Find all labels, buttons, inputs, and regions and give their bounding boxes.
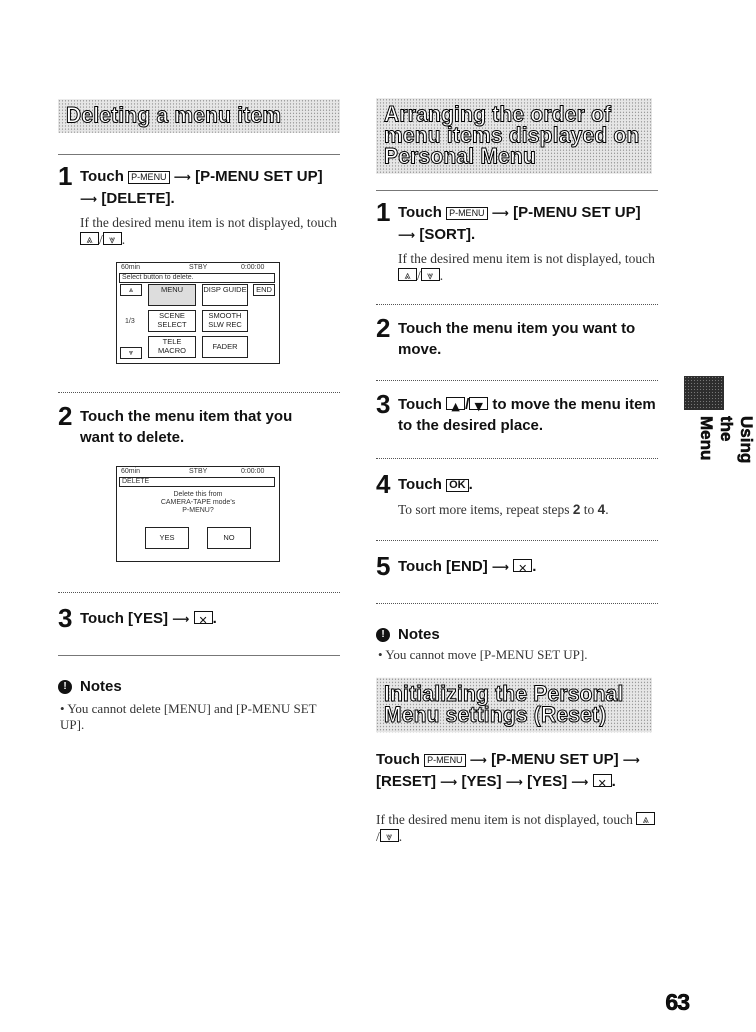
note-text: to bbox=[583, 502, 595, 517]
scroll-down-icon: ⩔ bbox=[421, 268, 440, 281]
step-3: 3 Touch [YES] ⟶ ✕ . bbox=[58, 603, 217, 633]
divider bbox=[376, 190, 658, 191]
lcd-screen-menu bbox=[116, 262, 280, 364]
right-column bbox=[376, 98, 658, 845]
dialog-message: P-MENU? bbox=[182, 507, 214, 514]
step-text: [P-MENU SET UP] bbox=[195, 168, 323, 185]
step-4: 4 Touch OK . bbox=[376, 469, 473, 499]
p-menu-key: P-MENU bbox=[446, 207, 488, 220]
timecode: 0:00:00 bbox=[241, 264, 265, 271]
scroll-down-button[interactable]: ⩔ bbox=[120, 347, 142, 359]
arrow-icon: ⟶ bbox=[491, 560, 510, 574]
step-1 bbox=[376, 199, 658, 246]
arrow-icon: ⟶ bbox=[80, 192, 98, 206]
arrow-icon: ⟶ bbox=[505, 775, 523, 789]
note-text: If the desired menu item is not displayed, touch bbox=[80, 215, 337, 230]
scroll-up-button[interactable]: ⩓ bbox=[120, 284, 142, 296]
scroll-down-icon: ⩔ bbox=[103, 232, 122, 245]
step-number: 3 bbox=[58, 603, 73, 633]
step-text: Touch the menu item you want to move. bbox=[398, 320, 636, 358]
battery-status: 60min bbox=[121, 468, 141, 475]
notes-heading bbox=[58, 678, 340, 695]
screen-1-wrapper bbox=[58, 262, 340, 370]
battery-status: 60min bbox=[121, 264, 141, 271]
side-tab-block bbox=[684, 376, 724, 410]
step-text: [RESET] bbox=[376, 773, 436, 790]
notes-heading bbox=[376, 626, 658, 643]
disp-guide-button[interactable]: DISP GUIDE bbox=[202, 284, 248, 306]
scroll-up-icon: ⩓ bbox=[398, 268, 417, 281]
note-item: • You cannot move [P-MENU SET UP]. bbox=[378, 647, 588, 662]
divider bbox=[58, 592, 340, 593]
step-1-note: If the desired menu item is not displayed, touch ⩓ / ⩔ . bbox=[80, 215, 337, 247]
step-text: to move the menu item to the desired place. bbox=[398, 396, 656, 434]
step-number: 2 bbox=[376, 313, 391, 343]
menu-button[interactable]: MENU bbox=[148, 284, 196, 306]
divider bbox=[376, 458, 658, 459]
step-ref: 2 bbox=[572, 502, 581, 517]
page-number: 63 bbox=[665, 989, 689, 1015]
scroll-down-icon: ⩔ bbox=[380, 829, 399, 842]
divider bbox=[376, 540, 658, 541]
reset-note: If the desired menu item is not displayed, touch ⩓ / ⩔ . bbox=[376, 811, 658, 845]
step-text: Touch [YES] bbox=[80, 610, 169, 627]
note-item: • You cannot delete [MENU] and [P-MENU SET UP]. bbox=[60, 701, 317, 732]
section-heading-reset: Initializing the Personal Menu settings (Reset) bbox=[376, 678, 652, 733]
section-heading-arrange: Arranging the order of menu items displayed on Personal Menu bbox=[376, 98, 652, 174]
divider bbox=[58, 154, 340, 155]
note-text: If the desired menu item is not displayed, touch bbox=[376, 812, 633, 827]
close-icon: ✕ bbox=[513, 559, 532, 572]
arrow-icon: ⟶ bbox=[491, 206, 509, 220]
step-ref: 4 bbox=[597, 502, 606, 517]
note-text: If the desired menu item is not displayed, touch bbox=[398, 251, 655, 266]
scroll-up-icon: ⩓ bbox=[80, 232, 99, 245]
arrow-icon: ⟶ bbox=[440, 775, 458, 789]
notes-icon: ! bbox=[58, 680, 72, 694]
step-text: [P-MENU SET UP] bbox=[513, 204, 641, 221]
step-number: 1 bbox=[58, 161, 73, 191]
stby-status: STBY bbox=[189, 264, 208, 271]
hint-text: Select button to delete. bbox=[119, 273, 275, 283]
side-tab-label: Using the Menu bbox=[697, 416, 756, 464]
section-heading-delete: Deleting a menu item bbox=[58, 99, 340, 133]
step-text: [YES] bbox=[527, 773, 568, 790]
step-text: Touch the menu item that you want to delete. bbox=[80, 408, 293, 446]
step-text: Touch bbox=[80, 168, 124, 185]
p-menu-key: P-MENU bbox=[128, 171, 170, 184]
note-text: To sort more items, repeat steps bbox=[398, 502, 570, 517]
stby-status: STBY bbox=[189, 468, 208, 475]
arrow-icon: ⟶ bbox=[172, 612, 190, 626]
arrow-icon: ⟶ bbox=[622, 753, 640, 767]
screen-2-wrapper bbox=[58, 466, 340, 572]
arrow-icon: ⟶ bbox=[398, 228, 416, 242]
scroll-up-icon: ⩓ bbox=[636, 812, 655, 825]
close-icon: ✕ bbox=[593, 774, 612, 787]
step-number: 1 bbox=[376, 197, 391, 227]
timecode: 0:00:00 bbox=[241, 468, 265, 475]
step-text: Touch [END] bbox=[398, 558, 488, 575]
step-text: [DELETE]. bbox=[101, 190, 175, 207]
yes-button[interactable]: YES bbox=[145, 527, 189, 549]
step-number: 4 bbox=[376, 469, 391, 499]
divider bbox=[58, 392, 340, 393]
lcd-screen-delete bbox=[116, 466, 280, 562]
step-number: 5 bbox=[376, 551, 391, 581]
notes-title: Notes bbox=[80, 678, 122, 695]
move-up-icon: ▲ bbox=[446, 397, 465, 410]
step-number: 3 bbox=[376, 389, 391, 419]
step-text: [SORT]. bbox=[419, 226, 476, 243]
left-column bbox=[58, 98, 340, 733]
step-number: 2 bbox=[58, 401, 73, 431]
step-text: Touch bbox=[398, 476, 442, 493]
dialog-message: Delete this from bbox=[173, 491, 223, 498]
side-tab bbox=[684, 376, 756, 464]
note-text: You cannot move [P-MENU SET UP]. bbox=[385, 647, 588, 662]
divider bbox=[376, 304, 658, 305]
step-text: [YES] bbox=[461, 773, 502, 790]
smooth-slw-rec-button[interactable]: SMOOTH SLW REC bbox=[202, 310, 248, 332]
no-button[interactable]: NO bbox=[207, 527, 251, 549]
ok-key: OK bbox=[446, 479, 469, 492]
divider bbox=[58, 655, 340, 656]
step-5: 5 Touch [END] ⟶ ✕ . bbox=[376, 551, 537, 581]
step-text: Touch bbox=[398, 396, 442, 413]
dialog-message: CAMERA-TAPE mode's bbox=[160, 499, 236, 506]
arrow-icon: ⟶ bbox=[173, 170, 191, 184]
reset-instruction: Touch P-MENU ⟶ [P-MENU SET UP] ⟶ [RESET] ⟶ [YES] ⟶ [YES] ⟶ ✕ . bbox=[376, 751, 640, 790]
scene-select-button[interactable]: SCENE SELECT bbox=[148, 310, 196, 332]
close-icon: ✕ bbox=[194, 611, 213, 624]
page-indicator: 1/3 bbox=[125, 318, 135, 325]
step-4-note bbox=[398, 501, 658, 518]
notes-title: Notes bbox=[398, 626, 440, 643]
arrow-icon: ⟶ bbox=[571, 775, 589, 789]
step-text: [P-MENU SET UP] bbox=[491, 751, 619, 768]
divider bbox=[376, 380, 658, 381]
step-text: Touch bbox=[398, 204, 442, 221]
p-menu-key: P-MENU bbox=[424, 754, 466, 767]
step-2 bbox=[58, 403, 340, 448]
move-down-icon: ▼ bbox=[469, 397, 488, 410]
end-button[interactable]: END bbox=[253, 284, 275, 296]
fader-button[interactable]: FADER bbox=[202, 336, 248, 358]
step-2 bbox=[376, 315, 658, 360]
step-3: 3 Touch ▲ / ▼ to move the menu item to the desired place. bbox=[376, 389, 656, 434]
step-1-note: If the desired menu item is not displayed, touch ⩓ / ⩔ . bbox=[398, 251, 655, 283]
divider bbox=[376, 603, 658, 604]
note-text: You cannot delete [MENU] and [P-MENU SET UP]. bbox=[60, 701, 317, 732]
arrow-icon: ⟶ bbox=[469, 753, 487, 767]
step-text: Touch bbox=[376, 751, 420, 768]
tele-macro-button[interactable]: TELE MACRO bbox=[148, 336, 196, 358]
notes-icon: ! bbox=[376, 628, 390, 642]
dialog-title: DELETE bbox=[119, 477, 275, 487]
note-text: . bbox=[605, 502, 609, 517]
step-1 bbox=[58, 163, 340, 210]
